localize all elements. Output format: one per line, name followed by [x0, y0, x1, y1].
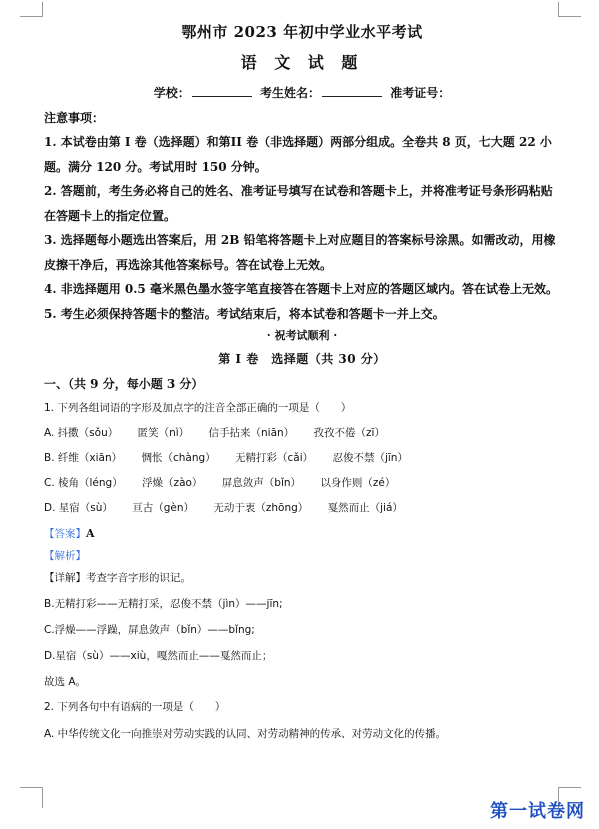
question-1-option-d: [44, 496, 560, 521]
option-b-word-2: 惆怅（chàng）: [141, 452, 216, 464]
detail-label: 【详解】: [44, 572, 86, 584]
option-c-word-2: 浮燥（zào）: [142, 477, 203, 489]
note-item-4: 4. 非选择题用 0.5 毫米黑色墨水签字笔直接答在答题卡上对应的答题区域内。答在试卷上无效。: [44, 282, 558, 296]
name-blank: [322, 84, 382, 97]
id-label: 准考证号：: [390, 86, 451, 100]
school-blank: [192, 84, 252, 97]
section-heading: 一、（共 9 分，每小题 3 分）: [44, 377, 204, 391]
option-a-word-2: 匿笑（nì）: [137, 427, 190, 439]
subject-title: 语 文 试 题: [240, 53, 364, 72]
note-item-1: 1. 本试卷由第 I 卷（选择题）和第II 卷（非选择题）两部分组成。全卷共 8 页，七大题 22 小题。满分 120 分。考试用时 150 分钟。: [44, 135, 552, 174]
question-2-option-a: A. 中华传统文化一向推崇对劳动实践的认同、对劳动精神的传承、对劳动文化的传播。: [44, 728, 447, 740]
question-2-stem: 2. 下列各句中有语病的一项是（ ）: [44, 701, 226, 713]
option-d-word-2: 亘古（gèn）: [132, 502, 195, 514]
option-c-word-4: 以身作则（zé）: [320, 477, 396, 489]
crop-mark-top-right: [558, 2, 581, 17]
question-1-option-b: [44, 446, 560, 471]
note-item-3: 3. 选择题每小题选出答案后，用 2B 铅笔将答题卡上对应题目的答案标号涂黑。如需改动，用橡皮擦干净后，再选涂其他答案标号。答在试卷上无效。: [44, 233, 556, 272]
crop-mark-bottom-left: [20, 787, 43, 808]
blessing: · 祝考试顺利 ·: [266, 329, 338, 342]
option-b-word-4: 忍俊不禁（jīn）: [332, 452, 408, 464]
answer-tag: 【答案】: [44, 528, 86, 540]
option-c-word-1: C. 棱角（léng）: [44, 477, 123, 489]
answer-line: [44, 521, 560, 543]
option-d-word-4: 戛然而止（jiá）: [327, 502, 403, 514]
school-label: 学校：: [153, 86, 190, 100]
option-b-word-3: 无精打彩（cǎi）: [234, 452, 314, 464]
analysis-line: [44, 543, 560, 565]
detail-line: [44, 565, 560, 591]
option-a-word-3: 信手拈来（niān）: [208, 427, 295, 439]
exam-page: [44, 18, 560, 748]
note-item-5: 5. 考生必须保持答题卡的整洁。考试结束后，将本试卷和答题卡一并上交。: [44, 306, 445, 321]
option-b-word-1: B. 纤维（xiān）: [44, 452, 123, 464]
option-d-word-3: 无动于衷（zhōng）: [213, 502, 309, 514]
notes-heading: 注意事项：: [44, 111, 105, 125]
question-1-stem: 1. 下列各组词语的字形及加点字的注音全部正确的一项是（ ）: [44, 402, 352, 414]
option-d-word-1: D. 星宿（sù）: [44, 502, 113, 514]
explanation-b: B.无精打彩——无精打采，忍俊不禁（jìn）——jīn;: [44, 598, 283, 610]
answer-value: A: [86, 527, 95, 540]
question-1-option-c: [44, 471, 560, 496]
crop-mark-top-left: [20, 2, 43, 17]
name-label: 考生姓名：: [259, 86, 320, 100]
option-a-word-4: 孜孜不倦（zī）: [313, 427, 385, 439]
detail-text: 考查字音字形的识记。: [86, 572, 191, 584]
explanation-d: D.星宿（sù）——xiù，嘎然而止——戛然而止；: [44, 650, 273, 662]
note-item-2: 2. 答题前，考生务必将自己的姓名、准考证号填写在试卷和答题卡上，并将准考证号条形码粘贴在答题卡上的指定位置。: [44, 184, 553, 223]
explanation-c: C.浮燥——浮躁，屏息敛声（bǐn）——bǐng;: [44, 624, 255, 636]
option-c-word-3: 屏息敛声（bǐn）: [221, 477, 302, 489]
part-title: 第 I 卷 选择题（共 30 分）: [218, 352, 386, 366]
analysis-tag: 【解析】: [44, 550, 86, 562]
candidate-info-line: [44, 80, 560, 106]
exam-title: 鄂州市 2023 年初中学业水平考试: [181, 23, 423, 41]
site-watermark: 第一试卷网: [490, 801, 585, 822]
question-1-option-a: [44, 421, 560, 446]
conclusion: 故选 A。: [44, 676, 87, 688]
option-a-word-1: A. 抖擞（sǒu）: [44, 427, 119, 439]
